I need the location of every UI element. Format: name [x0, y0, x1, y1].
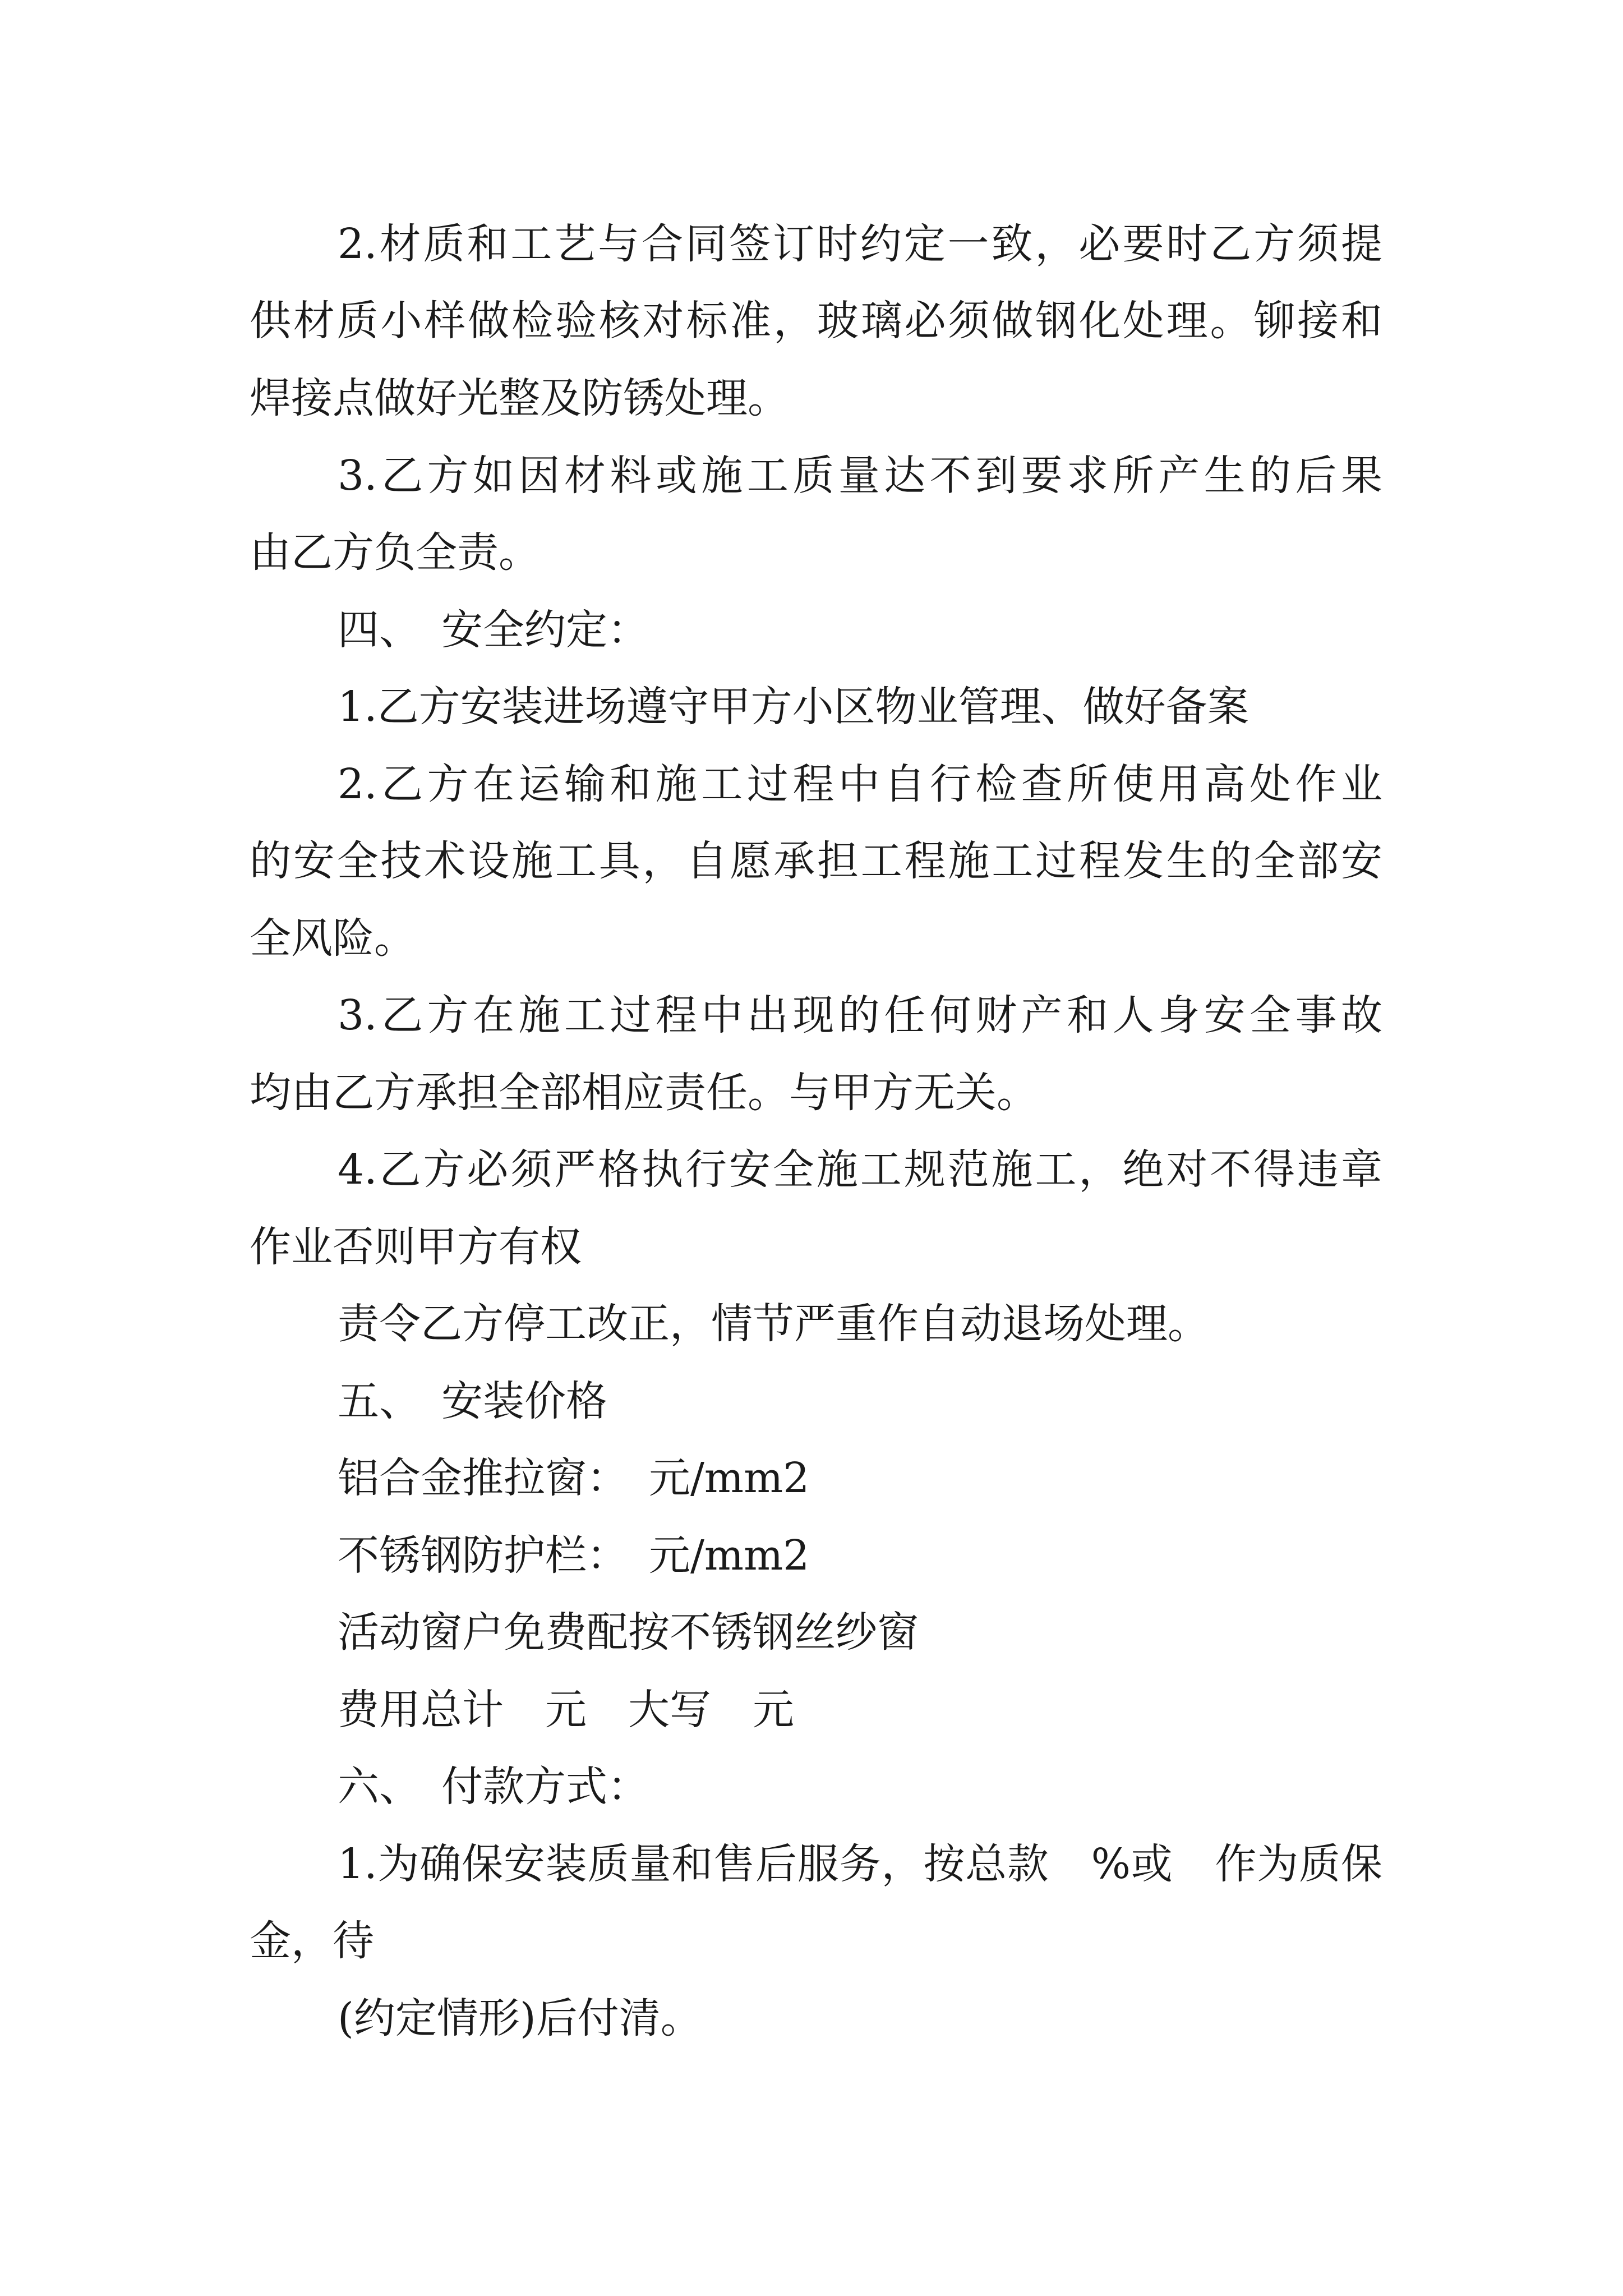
text-line: 的安全技术设施工具，自愿承担工程施工过程发生的全部安 — [250, 837, 1382, 885]
text-line: 作业否则甲方有权 — [250, 1223, 582, 1271]
section-heading: 四、 安全约定： — [338, 606, 649, 654]
text-line: 3.乙方在施工过程中出现的任何财产和人身安全事故 — [338, 991, 1382, 1039]
text-line: 2.乙方在运输和施工过程中自行检查所使用高处作业 — [338, 760, 1382, 808]
section-heading: 六、 付款方式： — [338, 1763, 649, 1811]
text-line: 铝合金推拉窗： 元/mm2 — [338, 1454, 810, 1502]
text-line: 1.乙方安装进场遵守甲方小区物业管理、做好备案 — [338, 683, 1249, 731]
text-line: (约定情形)后付清。 — [338, 1994, 702, 2042]
text-line: 活动窗户免费配按不锈钢丝纱窗 — [338, 1608, 919, 1657]
text-line: 焊接点做好光整及防锈处理。 — [250, 374, 789, 422]
text-line: 全风险。 — [250, 914, 416, 963]
section-heading: 五、 安装价格 — [338, 1377, 607, 1425]
text-line: 费用总计 元 大写 元 — [338, 1686, 794, 1734]
text-line: 1.为确保安装质量和售后服务，按总款 %或 作为质保 — [338, 1840, 1382, 1888]
text-line: 3.乙方如因材料或施工质量达不到要求所产生的后果 — [338, 452, 1382, 500]
text-line: 供材质小样做检验核对标准，玻璃必须做钢化处理。铆接和 — [250, 297, 1382, 345]
text-line: 不锈钢防护栏： 元/mm2 — [338, 1531, 810, 1580]
text-line: 金，待 — [250, 1917, 374, 1965]
text-line: 由乙方负全责。 — [250, 528, 540, 577]
text-line: 均由乙方承担全部相应责任。与甲方无关。 — [250, 1069, 1038, 1117]
text-line: 4.乙方必须严格执行安全施工规范施工，绝对不得违章 — [338, 1145, 1382, 1194]
text-line: 责令乙方停工改正，情节严重作自动退场处理。 — [338, 1300, 1209, 1348]
text-line: 2.材质和工艺与合同签订时约定一致，必要时乙方须提 — [338, 220, 1382, 268]
